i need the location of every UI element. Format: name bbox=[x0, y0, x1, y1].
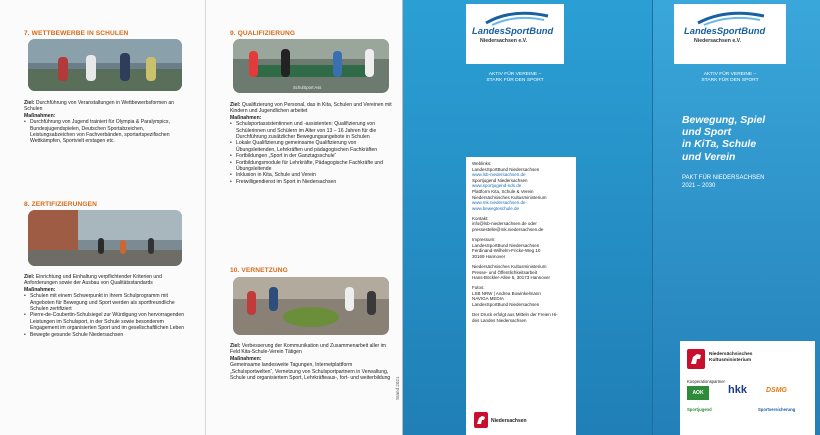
cover-title-line: in KiTa, Schule bbox=[682, 139, 757, 151]
section-7-title: 7. WETTBEWERBE IN SCHULEN bbox=[24, 30, 129, 37]
section-9-photo-caption: SchulSport Ass bbox=[293, 85, 322, 90]
panel-front-cover bbox=[652, 0, 820, 435]
tagline-line-1: AKTIV FÜR VEREINE – bbox=[488, 72, 542, 77]
weblinks-label: Weblinks: bbox=[472, 161, 492, 166]
weblink-line: Plattform Kita, Schule & Verein bbox=[472, 188, 534, 194]
panel-back-cover bbox=[402, 0, 652, 435]
impressum-line: 30169 Hannover bbox=[472, 253, 506, 259]
section-10-photo bbox=[233, 277, 389, 335]
section-9-bullet: • Inklusion in Kita, Schule und Verein bbox=[230, 172, 392, 178]
fotos-label: Fotos: bbox=[472, 285, 485, 291]
tagline-line-1: AKTIV FÜR VEREINE – bbox=[703, 72, 757, 77]
weblink-url[interactable]: www.lsb-niedersachsen.de bbox=[472, 172, 526, 178]
section-9-bullet: • Schulsportassistentinnen und -assistenten: Qualifizierung von Schülerinnen und Schülern im Alter von 13 – 16 Jahren für die Durchführung zusätzlicher Bewegungsangebote in Schulen bbox=[230, 121, 392, 140]
lsb-logo bbox=[466, 4, 564, 64]
sportversicherung-logo: Sportversicherung bbox=[758, 407, 796, 412]
cover-title bbox=[682, 115, 814, 164]
section-9-text bbox=[230, 102, 392, 185]
weblink-url[interactable]: www.mk.niedersachsen.de bbox=[472, 200, 526, 206]
lsb-logo-sub: Niedersachsen e.V. bbox=[480, 38, 528, 44]
tagline bbox=[466, 72, 564, 84]
section-9-bullet: • Fortbildungen „Sport in der Ganztagsschule“ bbox=[230, 153, 392, 159]
fotos-line: NAVIGA MEDIA bbox=[472, 296, 504, 302]
ministry-line-1: Niedersächsisches bbox=[709, 352, 753, 357]
cover-title-line: Bewegung, Spiel bbox=[682, 115, 766, 126]
impressum-line: LandesSportBund Niedersachsen bbox=[472, 242, 540, 248]
section-9-bullet: • Freiwilligendienst im Sport in Niedersachsen bbox=[230, 179, 392, 185]
section-8-bullet: • Bewegte gesunde Schule Niedersachsen bbox=[24, 332, 188, 338]
hkk-logo: hkk bbox=[728, 384, 747, 396]
weblink-line: Niedersächsisches Kultusministerium bbox=[472, 194, 547, 200]
weblink-line: LandesSportBund Niedersachsen bbox=[472, 166, 540, 172]
cover-title-line: und Sport bbox=[682, 127, 732, 139]
cover-title-line: und Verein bbox=[682, 151, 736, 163]
kontakt-line: pressestelle@mk.niedersachsen.de bbox=[472, 227, 544, 233]
lsb-swoosh-icon bbox=[694, 10, 768, 26]
druck-line: Der Druck erfolgt aus Mitteln der Freien Hi- bbox=[472, 312, 558, 318]
section-9-bullet: • Fortbildungsmodule für Lehrkräfte, Pädagogische Fachkräfte und Übungsleitende bbox=[230, 160, 392, 173]
lsb-logo-front bbox=[674, 4, 786, 64]
tagline-line-2: STARK FÜR DEN SPORT bbox=[701, 78, 759, 84]
section-7-text bbox=[24, 100, 188, 145]
section-8-text bbox=[24, 274, 188, 338]
sportjugend-logo: Sportjugend bbox=[687, 407, 712, 412]
sponsor-box bbox=[680, 341, 815, 435]
fold-line bbox=[205, 0, 206, 435]
fotos-line: LSB NRW | Andrea Bowinkelmann bbox=[472, 290, 541, 296]
sponsor-label: Kooperationspartner bbox=[687, 379, 725, 384]
lsb-logo-name: LandesSportBund bbox=[472, 25, 554, 36]
section-10-body: Gemeinsame landesweite Tagungen, Internetplattform „Schulsportwelten“, Vernetzung von Schulsportpartnern in Verwaltung, Schule und organisiertem Sport, Lehrkräfteaus-, fort- und weiterbildung bbox=[230, 362, 391, 382]
kontakt-line: info@lsb-niedersachsen.de oder bbox=[472, 221, 537, 227]
section-10-title: 10. VERNETZUNG bbox=[230, 267, 288, 274]
lower-saxony-horse-icon bbox=[687, 349, 705, 369]
mk-line: Hans-Böckler-Allee 5, 30173 Hannover bbox=[472, 275, 551, 281]
impressum-line: Ferdinand-Wilhelm-Fricke-Weg 10 bbox=[472, 248, 541, 254]
section-9-photo bbox=[233, 39, 389, 93]
section-7-bullet: • Durchführung von Jugend trainiert für Olympia & Paralympics, Bundesjugendspielen, Deutschen Sportabzeichen, Leistungsabzeichen von Fachverbänden, sportartspezifischen Wettkämpfen, Sportvielt erstagen etc. bbox=[24, 119, 188, 145]
fold-line bbox=[652, 0, 653, 435]
section-8-photo bbox=[28, 210, 182, 266]
fold-line bbox=[402, 0, 403, 435]
mk-line: Presse- und Öffentlichkeitsarbeit bbox=[472, 269, 537, 275]
lsb-logo-sub: Niedersachsen e.V. bbox=[694, 38, 742, 44]
lsb-swoosh-icon bbox=[482, 10, 552, 26]
fotos-line: LandesSportBund Niedersachsen bbox=[472, 302, 540, 308]
lsb-logo-name: LandesSportBund bbox=[684, 25, 766, 36]
cover-subtitle-line-1: PAKT FÜR NIEDERSACHSEN bbox=[682, 175, 765, 181]
state-name: Niedersachsen bbox=[491, 418, 527, 424]
section-8-massnahmen-label: Maßnahmen: bbox=[24, 286, 56, 293]
section-10-massnahmen-label: Maßnahmen: bbox=[230, 355, 262, 362]
panel-inner-middle bbox=[205, 0, 402, 435]
section-8-ziel: Einrichtung und Einhaltung verpflichtender Kriterien und Anforderungen sowie der Ausbau von Qualitätsstandards bbox=[24, 274, 162, 287]
section-7-photo bbox=[28, 39, 182, 91]
section-9-bullet: • Lokale Qualifizierung gemeinsame Qualifizierung von Übungsleitenden, Lehrkräften und pädagogischen Fachkräften bbox=[230, 140, 392, 153]
weblink-url[interactable]: www.sportjugend-nds.de bbox=[472, 183, 522, 189]
section-8-bullet: • Schulen mit einem Schwerpunkt in ihrem Schulprogramm mit Angeboten für Bewegung und Sport werden als sportfreundliche Schulen zertifiziert bbox=[24, 293, 188, 312]
weblink-line: Sportjugend Niedersachsen bbox=[472, 177, 528, 183]
section-7-ziel-label: Ziel: bbox=[24, 100, 35, 106]
druck-line: des Landes Niedersachsen bbox=[472, 317, 527, 323]
section-8-bullet: • Pierre-de-Coubertin-Schulsiegel zur Würdigung von hervorragenden Leistungen im Schulsport, in der Schule sowie besonderem Engagement im organisierten Sport und im gesellschaftlichen Leben bbox=[24, 312, 188, 331]
info-box bbox=[466, 157, 576, 435]
section-10-ziel: Verbesserung der Kommunikation und Zusammenarbeit aller im Feld Kita-Schule-Verein Tätigen bbox=[230, 343, 387, 356]
tagline-line-2: STARK FÜR DEN SPORT bbox=[486, 78, 544, 84]
lower-saxony-horse-icon bbox=[474, 412, 488, 428]
section-8-title: 8. ZERTIFIZIERUNGEN bbox=[24, 201, 97, 208]
section-7-massnahmen-label: Maßnahmen: bbox=[24, 112, 56, 119]
impressum-label: Impressum: bbox=[472, 237, 496, 243]
kontakt-label: Kontakt: bbox=[472, 215, 489, 221]
section-9-title: 9. QUALIFIZIERUNG bbox=[230, 30, 296, 37]
cover-subtitle-line-2: 2021 – 2030 bbox=[682, 183, 716, 189]
section-9-massnahmen-label: Maßnahmen: bbox=[230, 114, 262, 121]
section-10-ziel-label: Ziel: bbox=[230, 343, 241, 349]
ministry-line-2: Kultusministerium bbox=[709, 358, 752, 363]
section-8-ziel-label: Ziel: bbox=[24, 274, 35, 280]
section-10-text bbox=[230, 343, 392, 381]
dsmg-logo: DSMG bbox=[766, 387, 787, 394]
panel-inner-left bbox=[0, 0, 205, 435]
print-code: Stand 2021 bbox=[395, 376, 400, 400]
section-9-ziel: Qualifizierung von Personal, das in Kita, Schulen und Vereinen mit Kindern und Jugendlichen arbeitet bbox=[230, 102, 392, 115]
cover-subtitle bbox=[682, 174, 764, 190]
section-7-ziel: Durchführung von Veranstaltungen in Wettbewerbsformen an Schulen bbox=[24, 100, 174, 113]
tagline-front bbox=[674, 72, 786, 84]
section-9-ziel-label: Ziel: bbox=[230, 102, 241, 108]
weblink-url[interactable]: www.bewegteschule.de bbox=[472, 205, 520, 211]
info-text bbox=[472, 161, 558, 323]
mk-line: Niedersächsisches Kultusministerium bbox=[472, 264, 547, 269]
aok-logo: AOK bbox=[687, 386, 709, 400]
